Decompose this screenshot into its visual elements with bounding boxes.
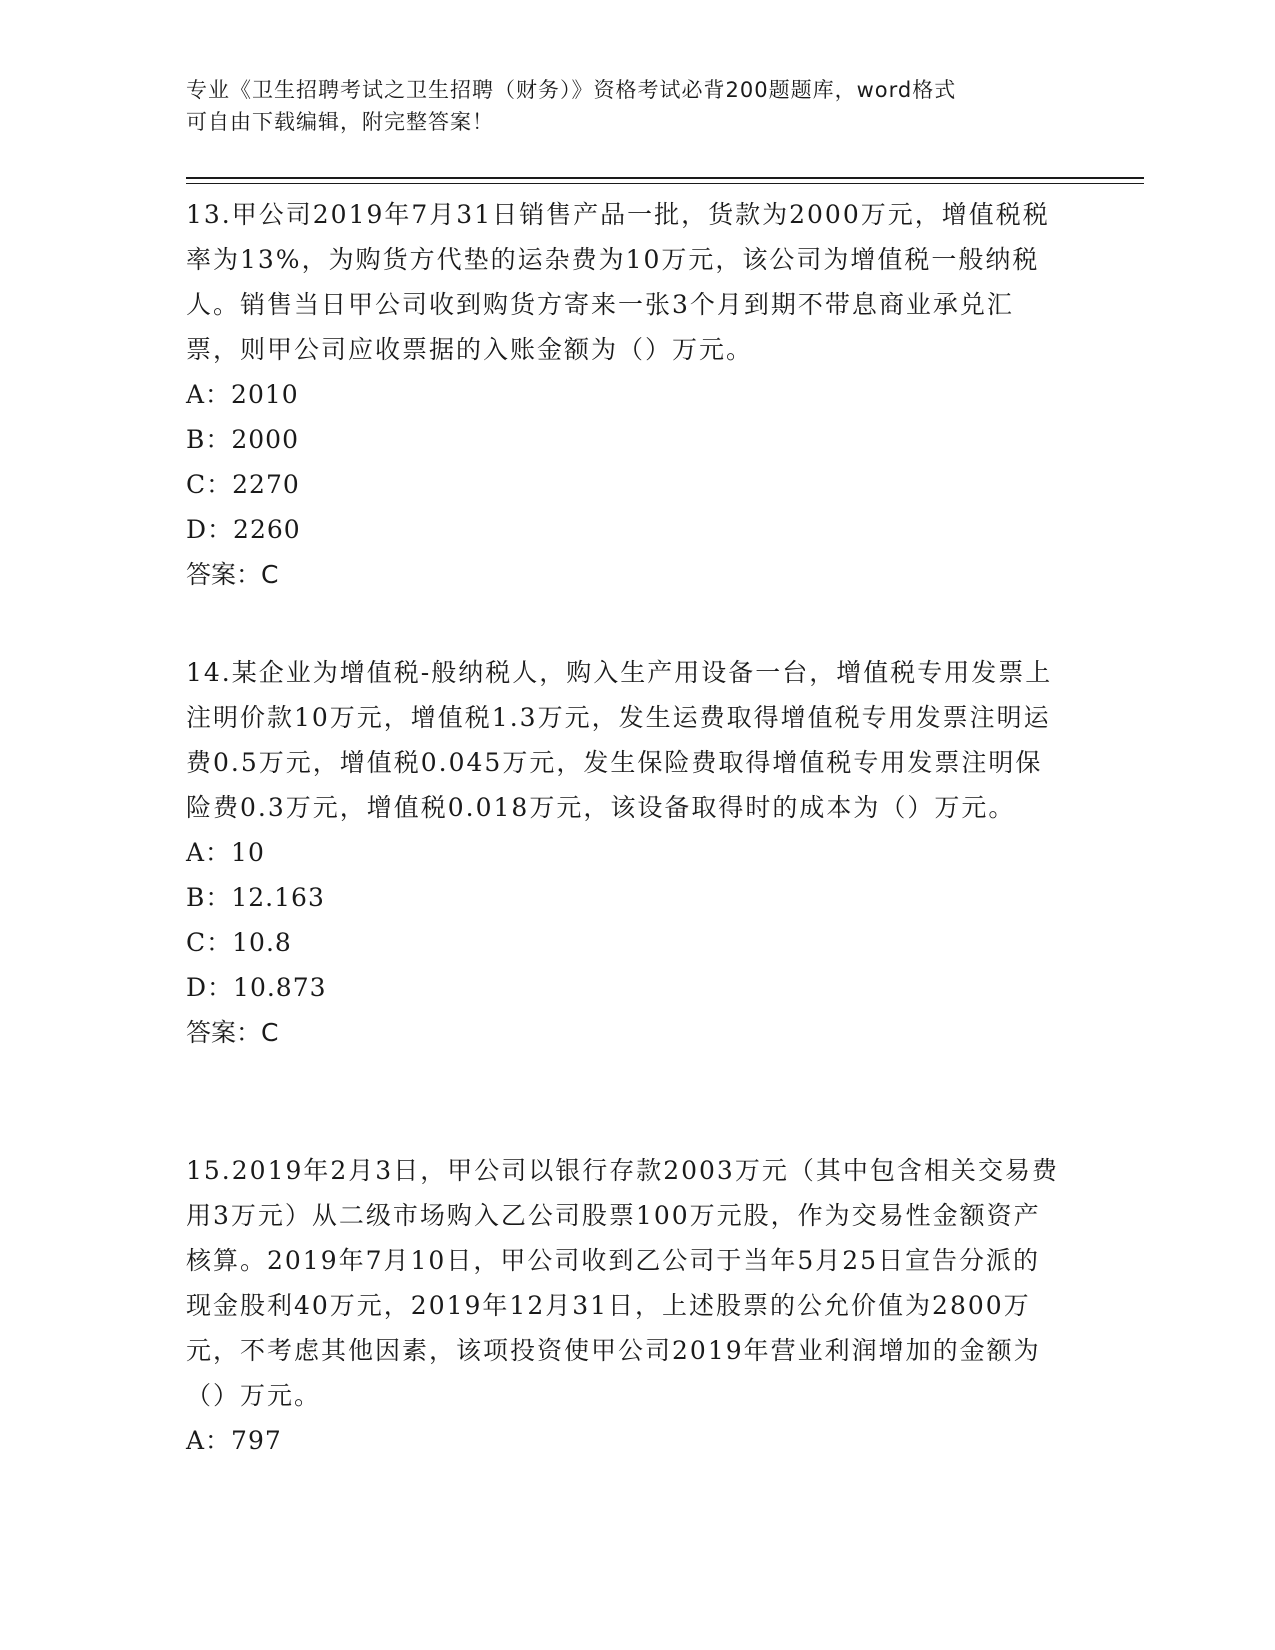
option-a: A：10 <box>186 838 265 867</box>
option-c: C：2270 <box>186 470 300 499</box>
header-line-2: 可自由下载编辑，附完整答案！ <box>186 110 494 134</box>
option-a: A：2010 <box>186 380 299 409</box>
option-d: D：10.873 <box>186 973 327 1002</box>
question-stem: 13.甲公司2019年7月31日销售产品一批，货款为2000万元，增值税税率为13%，为购货方代垫的运杂费为10万元，该公司为增值税一般纳税人。销售当日甲公司收到购货方寄来一张3个月到期不带息商业承兑汇票，则甲公司应收票据的入账金额为（）万元。 <box>186 200 1050 364</box>
document-header <box>186 74 1086 138</box>
question-stem: 15.2019年2月3日，甲公司以银行存款2003万元（其中包含相关交易费用3万元）从二级市场购入乙公司股票100万元股，作为交易性金额资产核算。2019年7月10日，甲公司收到乙公司于当年5月25日宣告分派的现金股利40万元，2019年12月31日，上述股票的公允价值为2800万元，不考虑其他因素，该项投资使甲公司2019年营业利润增加的金额为（）万元。 <box>186 1156 1059 1410</box>
question-stem: 14.某企业为增值税-般纳税人，购入生产用设备一台，增值税专用发票上注明价款10万元，增值税1.3万元，发生运费取得增值税专用发票注明运费0.5万元，增值税0.045万元，发生保险费取得增值税专用发票注明保险费0.3万元，增值税0.018万元，该设备取得时的成本为（）万元。 <box>186 658 1053 822</box>
header-line-1: 专业《卫生招聘考试之卫生招聘（财务）》资格考试必背200题题库，word格式 <box>186 78 957 102</box>
question-14 <box>186 650 1066 1055</box>
option-d: D：2260 <box>186 515 301 544</box>
option-b: B：2000 <box>186 425 299 454</box>
answer-line: 答案：C <box>186 560 279 589</box>
option-a: A：797 <box>186 1426 282 1455</box>
header-divider-thin <box>186 183 1144 184</box>
header-divider-thick <box>186 177 1144 179</box>
question-15 <box>186 1148 1066 1463</box>
question-13 <box>186 192 1066 597</box>
option-b: B：12.163 <box>186 883 325 912</box>
option-c: C：10.8 <box>186 928 292 957</box>
answer-line: 答案：C <box>186 1018 279 1047</box>
